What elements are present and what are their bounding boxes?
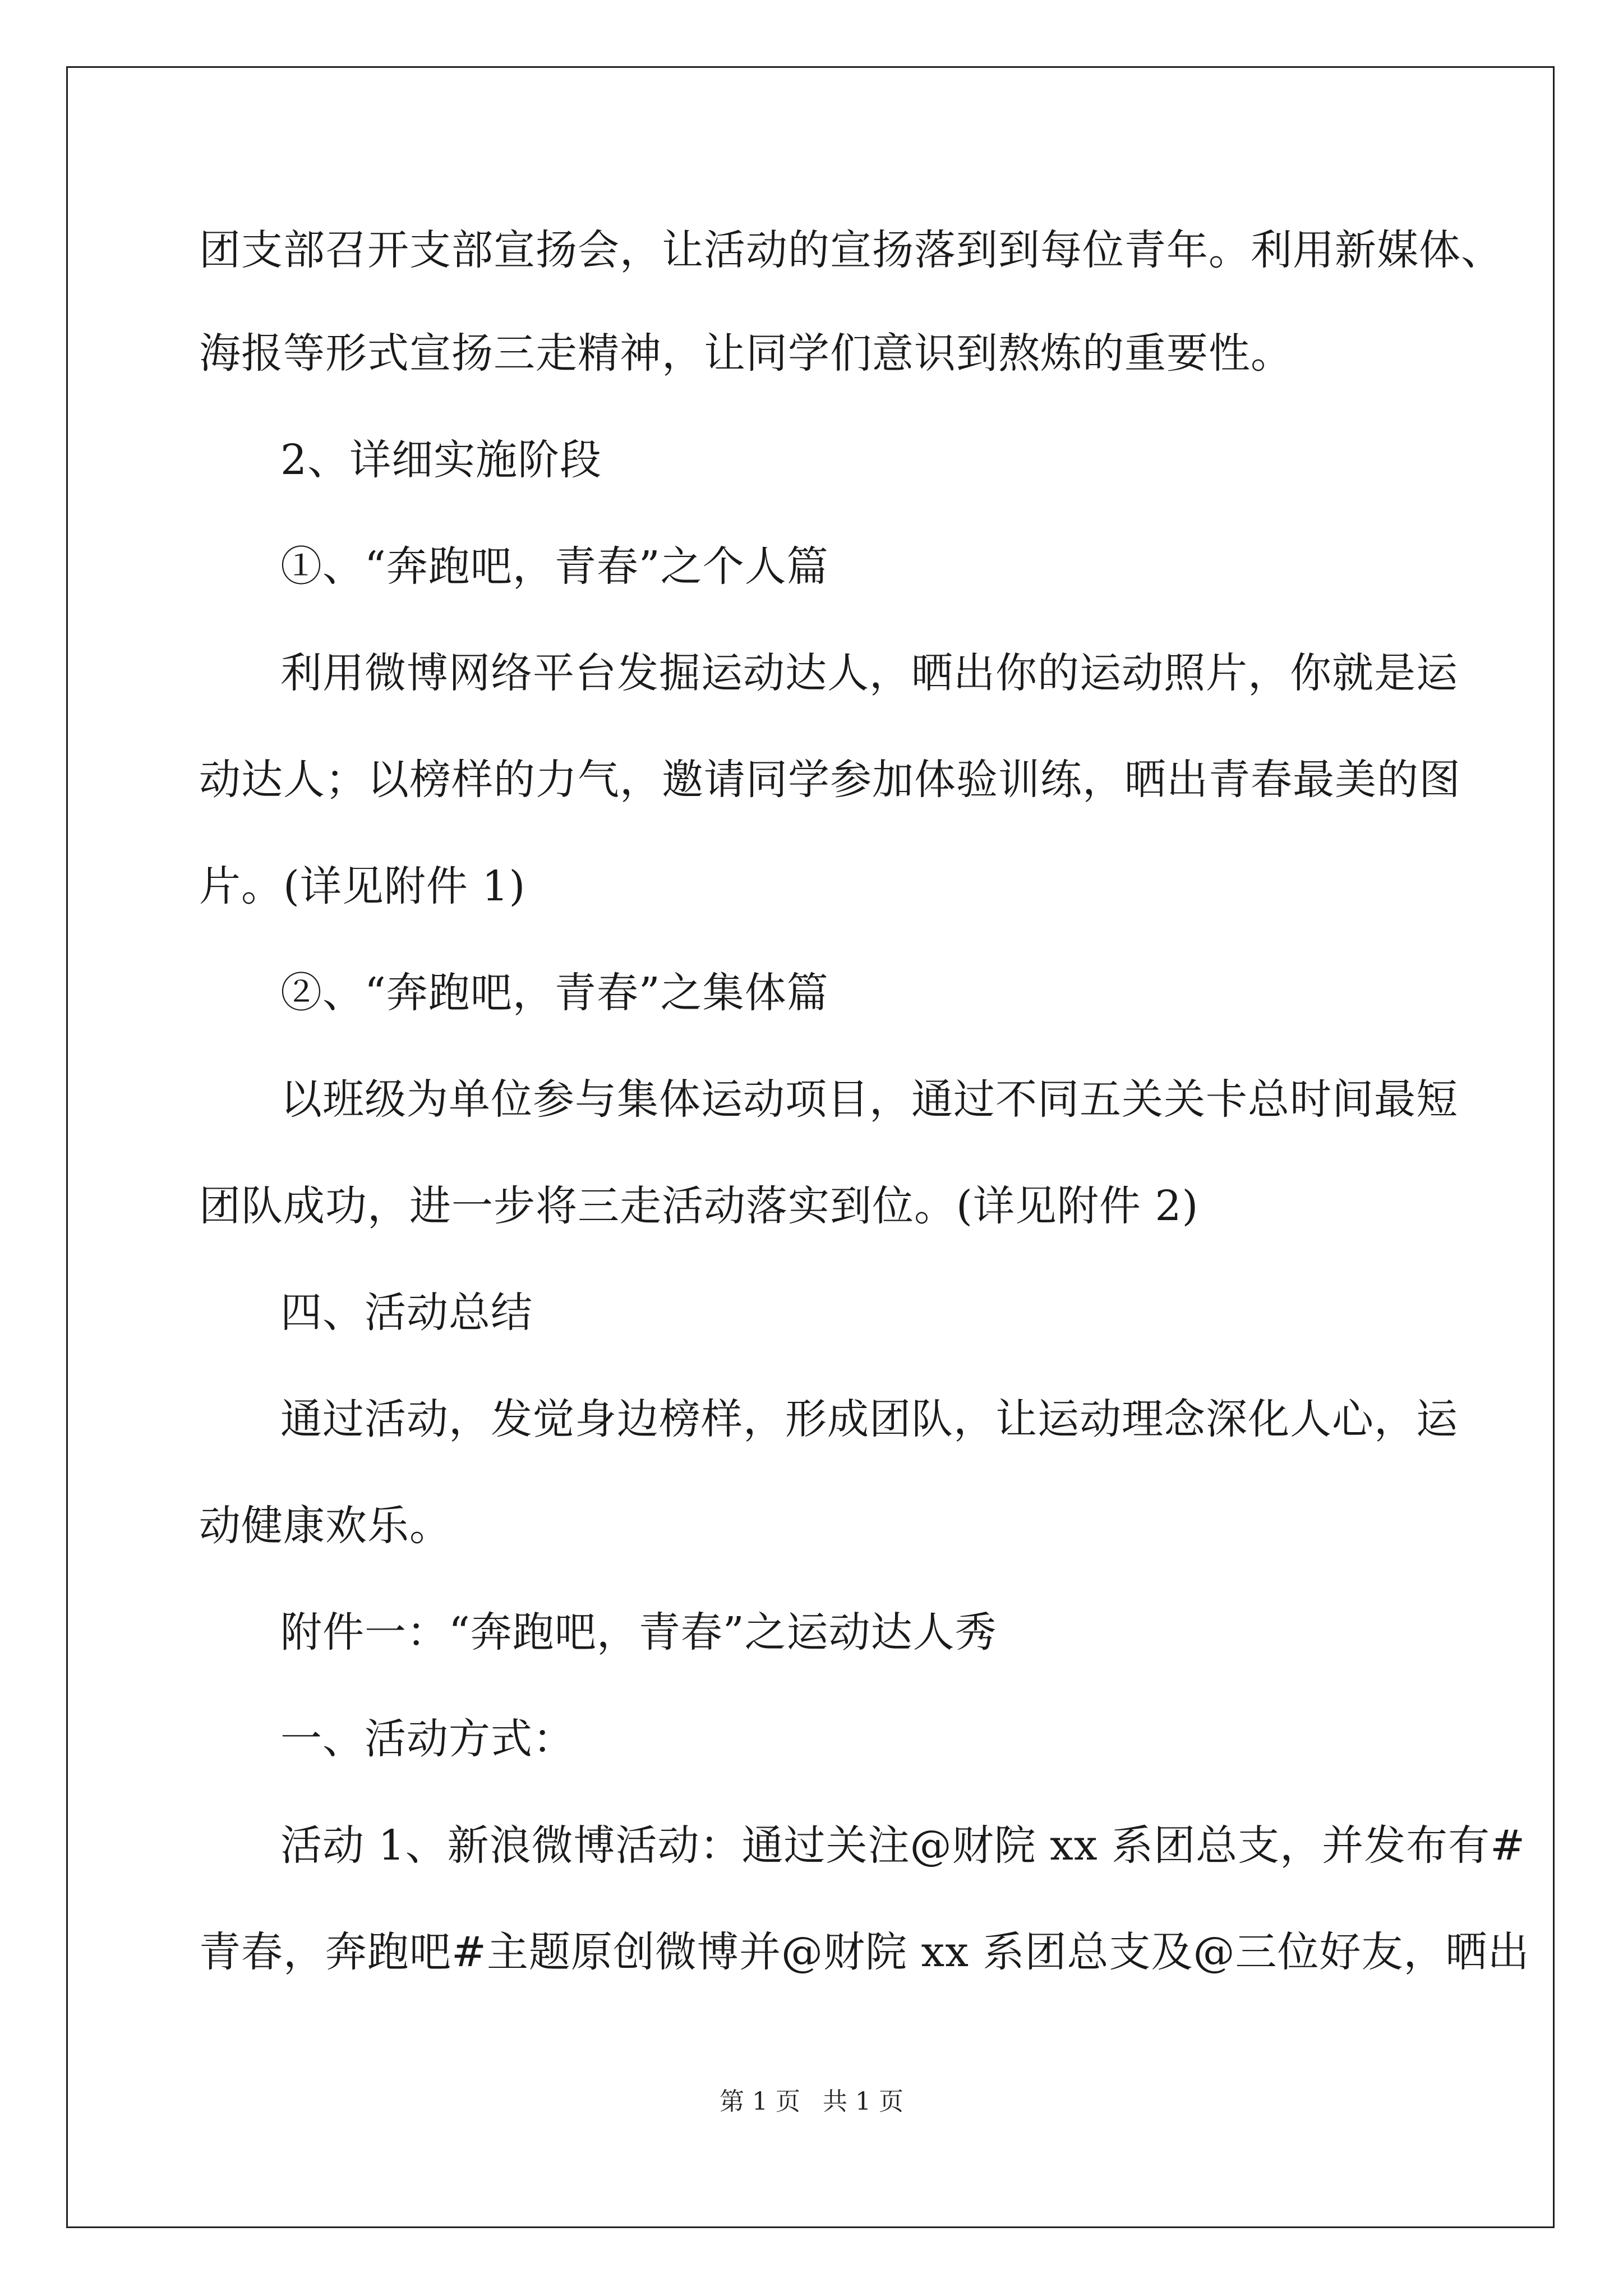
subsection-heading: ①、“奔跑吧，青春”之个人篇 <box>280 542 829 591</box>
paragraph-line: 动健康欢乐。 <box>199 1502 451 1550</box>
paragraph-line: 青春，奔跑吧#主题原创微博并@财院 xx 系团总支及@三位好友，晒出 <box>199 1928 1530 1976</box>
paragraph-line: 活动 1、新浪微博活动：通过关注@财院 xx 系团总支，并发布有# <box>280 1821 1526 1870</box>
paragraph-line: 团队成功，进一步将三走活动落实到位。(详见附件 2) <box>199 1182 1199 1230</box>
page-border <box>66 66 1555 2228</box>
paragraph-line: 通过活动，发觉身边榜样，形成团队，让运动理念深化人心，运 <box>280 1395 1458 1443</box>
page-number: 第 1 页 <box>720 2087 800 2116</box>
page-total: 共 1 页 <box>823 2087 903 2116</box>
paragraph-line: 片。(详见附件 1) <box>199 862 526 910</box>
paragraph-line: 团支部召开支部宣扬会，让活动的宣扬落到到每位青年。利用新媒体、 <box>199 226 1503 274</box>
paragraph-line: 利用微博网络平台发掘运动达人，晒出你的运动照片，你就是运 <box>280 649 1458 697</box>
section-heading: 2、详细实施阶段 <box>280 436 602 484</box>
page-footer <box>0 2085 1623 2119</box>
section-heading: 四、活动总结 <box>280 1289 533 1337</box>
subsection-heading: ②、“奔跑吧，青春”之集体篇 <box>280 969 829 1017</box>
paragraph-line: 海报等形式宣扬三走精神，让同学们意识到熬炼的重要性。 <box>199 329 1293 378</box>
paragraph-line: 动达人；以榜样的力气，邀请同学参加体验训练，晒出青春最美的图 <box>199 756 1461 804</box>
section-heading: 一、活动方式： <box>280 1715 575 1763</box>
appendix-heading: 附件一：“奔跑吧，青春”之运动达人秀 <box>280 1608 997 1657</box>
paragraph-line: 以班级为单位参与集体运动项目，通过不同五关关卡总时间最短 <box>280 1075 1458 1124</box>
